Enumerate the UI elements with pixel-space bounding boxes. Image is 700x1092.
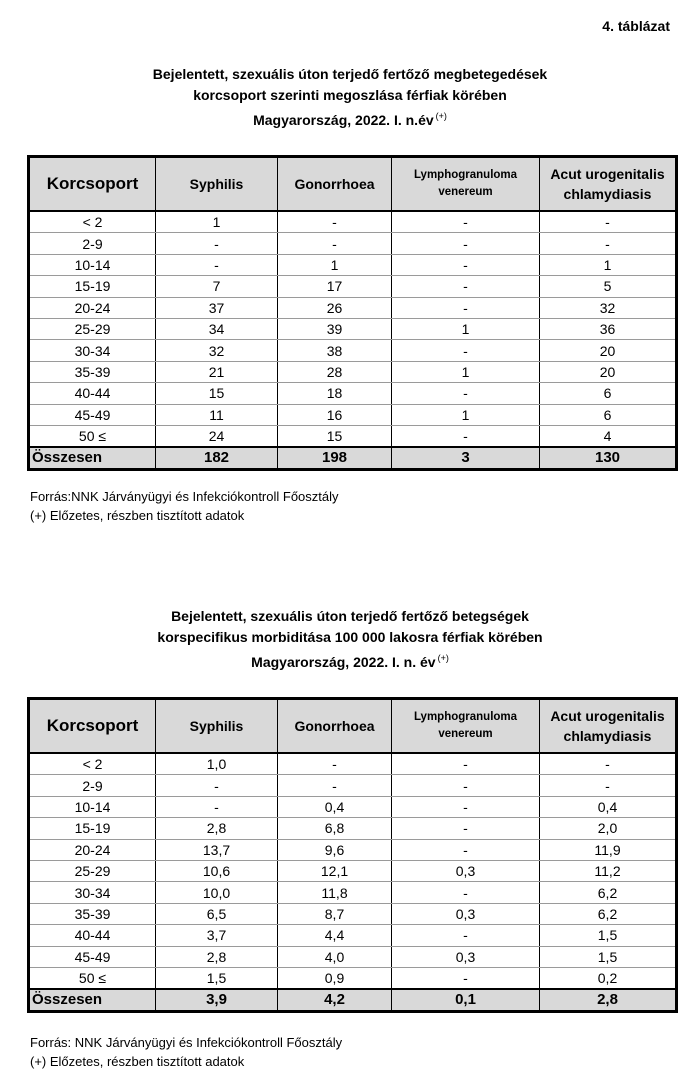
table-row [29,404,677,425]
section1-title-line1: Bejelentett, szexuális úton terjedő fertőző megbetegedések [152,66,548,82]
syphilis-cell: - [156,254,278,275]
table-row [29,818,677,839]
chlamydiasis-cell: 6,2 [540,882,677,903]
syphilis-cell: - [156,233,278,254]
syphilis-cell: 34 [156,318,278,339]
cases-table [27,155,678,471]
header-row [29,157,677,212]
total-gonorrhoea-cell: 4,2 [278,989,392,1012]
total-age-cell: Összesen [29,447,156,470]
lymphogranuloma-cell: 0,3 [392,860,540,881]
age-cell: 30-34 [29,340,156,361]
total-row [29,989,677,1012]
chlamydiasis-cell: 32 [540,297,677,318]
age-cell: 20-24 [29,839,156,860]
gonorrhoea-cell: 1 [278,254,392,275]
section2-source: Forrás: NNK Járványügyi és Infekciókontroll Főosztály [30,1035,343,1050]
age-cell: 35-39 [29,903,156,924]
lymphogranuloma-cell: 0,3 [392,903,540,924]
gonorrhoea-cell: 17 [278,276,392,297]
header-chlamydiasis: Acut urogenitalis chlamydiasis [540,699,677,754]
table-row [29,925,677,946]
chlamydiasis-cell: 36 [540,318,677,339]
gonorrhoea-cell: 6,8 [278,818,392,839]
age-cell: 30-34 [29,882,156,903]
table-row [29,882,677,903]
lymphogranuloma-cell: 1 [392,318,540,339]
table-row [29,425,677,447]
table-row [29,753,677,775]
section2-title-sup: (+) [437,653,449,663]
table-row [29,318,677,339]
gonorrhoea-cell: 4,4 [278,925,392,946]
gonorrhoea-cell: 18 [278,383,392,404]
chlamydiasis-cell: 6,2 [540,903,677,924]
total-row [29,447,677,470]
chlamydiasis-cell: 6 [540,404,677,425]
syphilis-cell: 10,6 [156,860,278,881]
syphilis-cell: 10,0 [156,882,278,903]
section2-title-line2: korspecifikus morbiditása 100 000 lakosra férfiak körében [157,629,543,645]
table-row [29,254,677,275]
lymphogranuloma-cell: - [392,425,540,447]
gonorrhoea-cell: - [278,775,392,796]
syphilis-cell: 13,7 [156,839,278,860]
age-cell: 2-9 [29,775,156,796]
chlamydiasis-cell: 1 [540,254,677,275]
chlamydiasis-cell: - [540,211,677,233]
syphilis-cell: 1,5 [156,967,278,989]
gonorrhoea-cell: 11,8 [278,882,392,903]
section1-title-sup: (+) [435,111,447,121]
chlamydiasis-cell: 20 [540,361,677,382]
header-gonorrhoea: Gonorrhoea [278,157,392,212]
header-age: Korcsoport [29,157,156,212]
age-cell: 15-19 [29,276,156,297]
age-cell: 35-39 [29,361,156,382]
chlamydiasis-cell: 1,5 [540,946,677,967]
gonorrhoea-cell: 38 [278,340,392,361]
table-row [29,383,677,404]
table-row [29,775,677,796]
lymphogranuloma-cell: - [392,297,540,318]
chlamydiasis-cell: 11,2 [540,860,677,881]
syphilis-cell: 3,7 [156,925,278,946]
total-lymphogranuloma-cell: 0,1 [392,989,540,1012]
chlamydiasis-cell: 6 [540,383,677,404]
syphilis-cell: 11 [156,404,278,425]
lymphogranuloma-cell: - [392,796,540,817]
chlamydiasis-cell: 0,4 [540,796,677,817]
section2-footnote: (+) Előzetes, részben tisztított adatok [30,1054,245,1069]
chlamydiasis-cell: 11,9 [540,839,677,860]
age-cell: 45-49 [29,404,156,425]
total-chlamydiasis-cell: 130 [540,447,677,470]
lymphogranuloma-cell: - [392,882,540,903]
age-cell: 50 ≤ [29,967,156,989]
lymphogranuloma-cell: - [392,211,540,233]
section1-source: Forrás:NNK Járványügyi és Infekciókontroll Főosztály [30,489,339,504]
table-row [29,796,677,817]
total-gonorrhoea-cell: 198 [278,447,392,470]
chlamydiasis-cell: 2,0 [540,818,677,839]
section1-footnote: (+) Előzetes, részben tisztított adatok [30,508,245,523]
lymphogranuloma-cell: - [392,775,540,796]
section2-title [0,606,700,673]
header-age: Korcsoport [29,699,156,754]
section1-title-line3: Magyarország, 2022. I. n.év (+) [253,111,447,128]
lymphogranuloma-cell: - [392,276,540,297]
section1-notes [30,487,339,525]
syphilis-cell: - [156,775,278,796]
header-gonorrhoea: Gonorrhoea [278,699,392,754]
lymphogranuloma-cell: - [392,233,540,254]
section2-title-line1: Bejelentett, szexuális úton terjedő fertőző betegségek [171,608,529,624]
age-cell: 45-49 [29,946,156,967]
section1-title [0,64,700,131]
table-row [29,839,677,860]
lymphogranuloma-cell: 1 [392,361,540,382]
table-row [29,233,677,254]
lymphogranuloma-cell: - [392,254,540,275]
chlamydiasis-cell: 1,5 [540,925,677,946]
table-row [29,361,677,382]
age-cell: 25-29 [29,318,156,339]
chlamydiasis-cell: 0,2 [540,967,677,989]
gonorrhoea-cell: 26 [278,297,392,318]
chlamydiasis-cell: - [540,233,677,254]
gonorrhoea-cell: 8,7 [278,903,392,924]
gonorrhoea-cell: 15 [278,425,392,447]
table-number: 4. táblázat [602,18,670,34]
age-cell: 2-9 [29,233,156,254]
table-row [29,276,677,297]
syphilis-cell: 2,8 [156,818,278,839]
lymphogranuloma-cell: 0,3 [392,946,540,967]
age-cell: 20-24 [29,297,156,318]
total-lymphogranuloma-cell: 3 [392,447,540,470]
gonorrhoea-cell: 12,1 [278,860,392,881]
lymphogranuloma-cell: - [392,818,540,839]
section1-title-line2: korcsoport szerinti megoszlása férfiak körében [193,87,507,103]
age-cell: 10-14 [29,254,156,275]
syphilis-cell: 2,8 [156,946,278,967]
syphilis-cell: 37 [156,297,278,318]
gonorrhoea-cell: 39 [278,318,392,339]
header-chlamydiasis: Acut urogenitalis chlamydiasis [540,157,677,212]
syphilis-cell: 21 [156,361,278,382]
table-row [29,903,677,924]
section2-title-line3: Magyarország, 2022. I. n. év (+) [251,653,449,670]
gonorrhoea-cell: 9,6 [278,839,392,860]
total-syphilis-cell: 182 [156,447,278,470]
table-row [29,297,677,318]
table-row [29,967,677,989]
syphilis-cell: - [156,796,278,817]
table-row [29,211,677,233]
header-syphilis: Syphilis [156,699,278,754]
gonorrhoea-cell: - [278,753,392,775]
section2-notes [30,1033,342,1071]
chlamydiasis-cell: - [540,775,677,796]
chlamydiasis-cell: 4 [540,425,677,447]
gonorrhoea-cell: 0,4 [278,796,392,817]
header-row [29,699,677,754]
table-row [29,340,677,361]
total-chlamydiasis-cell: 2,8 [540,989,677,1012]
header-lymphogranuloma: Lymphogranuloma venereum [392,157,540,212]
lymphogranuloma-cell: - [392,383,540,404]
gonorrhoea-cell: 0,9 [278,967,392,989]
age-cell: < 2 [29,211,156,233]
gonorrhoea-cell: 4,0 [278,946,392,967]
total-age-cell: Összesen [29,989,156,1012]
morbidity-table [27,697,678,1013]
lymphogranuloma-cell: - [392,753,540,775]
gonorrhoea-cell: 16 [278,404,392,425]
age-cell: 50 ≤ [29,425,156,447]
age-cell: 25-29 [29,860,156,881]
syphilis-cell: 7 [156,276,278,297]
gonorrhoea-cell: - [278,233,392,254]
chlamydiasis-cell: - [540,753,677,775]
header-syphilis: Syphilis [156,157,278,212]
age-cell: 15-19 [29,818,156,839]
gonorrhoea-cell: 28 [278,361,392,382]
age-cell: 40-44 [29,925,156,946]
lymphogranuloma-cell: - [392,839,540,860]
age-cell: < 2 [29,753,156,775]
gonorrhoea-cell: - [278,211,392,233]
table-row [29,860,677,881]
syphilis-cell: 24 [156,425,278,447]
lymphogranuloma-cell: - [392,925,540,946]
age-cell: 40-44 [29,383,156,404]
total-syphilis-cell: 3,9 [156,989,278,1012]
lymphogranuloma-cell: - [392,967,540,989]
syphilis-cell: 1,0 [156,753,278,775]
syphilis-cell: 1 [156,211,278,233]
lymphogranuloma-cell: - [392,340,540,361]
syphilis-cell: 15 [156,383,278,404]
header-lymphogranuloma: Lymphogranuloma venereum [392,699,540,754]
lymphogranuloma-cell: 1 [392,404,540,425]
syphilis-cell: 32 [156,340,278,361]
chlamydiasis-cell: 20 [540,340,677,361]
syphilis-cell: 6,5 [156,903,278,924]
table-row [29,946,677,967]
chlamydiasis-cell: 5 [540,276,677,297]
age-cell: 10-14 [29,796,156,817]
